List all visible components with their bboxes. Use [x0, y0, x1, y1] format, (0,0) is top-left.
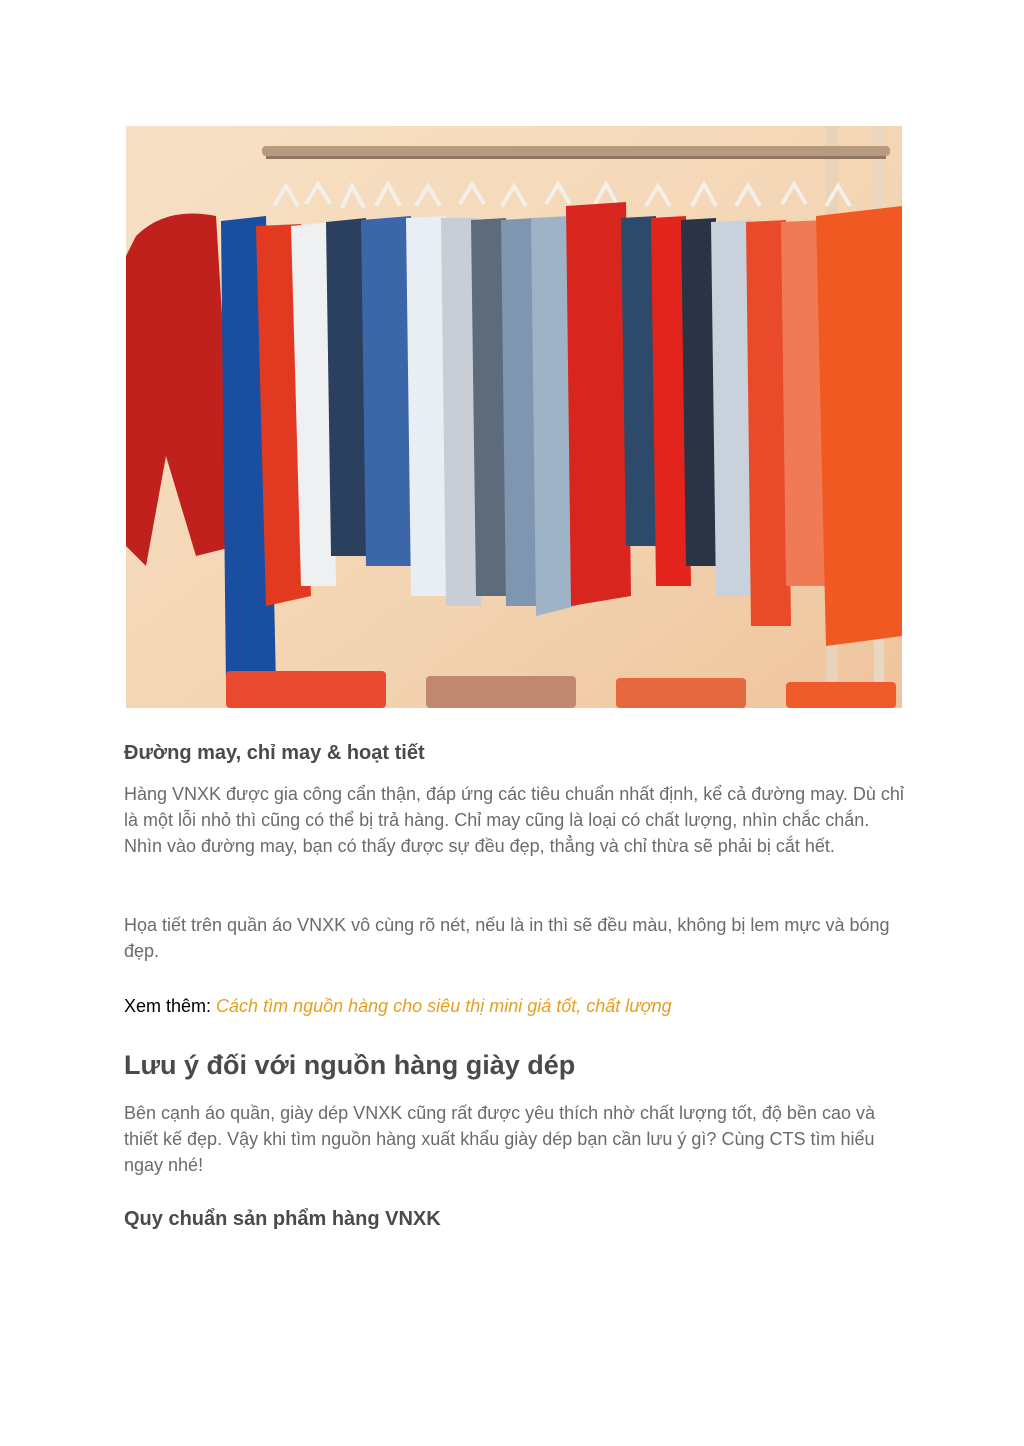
see-also-link[interactable]: Cách tìm nguồn hàng cho siêu thị mini giá tốt, chất lượng: [216, 996, 672, 1016]
section-heading-footwear: Lưu ý đối với nguồn hàng giày dép: [124, 1050, 576, 1080]
paragraph-stitching: Hàng VNXK được gia công cẩn thận, đáp ứng các tiêu chuẩn nhất định, kể cả đường may. Dù chỉ là một lỗi nhỏ thì cũng có thể bị trả hàng. Chỉ may cũng là loại có chất lượng, nhìn chắc chắn. Nhìn vào đường may, bạn có thấy được sự đều đẹp, thẳng và chỉ thừa sẽ phải bị cắt hết.: [124, 784, 904, 856]
clothing-rack-image: [126, 126, 902, 708]
see-also-label: Xem thêm:: [124, 996, 212, 1016]
section-heading-standards: Quy chuẩn sản phẩm hàng VNXK: [124, 1208, 441, 1230]
paragraph-patterns: Họa tiết trên quần áo VNXK vô cùng rõ nét, nếu là in thì sẽ đều màu, không bị lem mực và bóng đẹp.: [124, 915, 890, 961]
section-heading-stitching: Đường may, chỉ may & hoạt tiết: [124, 742, 425, 764]
see-also-line: [124, 993, 672, 1019]
paragraph-footwear: Bên cạnh áo quần, giày dép VNXK cũng rất được yêu thích nhờ chất lượng tốt, độ bền cao và thiết kế đẹp. Vậy khi tìm nguồn hàng xuất khẩu giày dép bạn cần lưu ý gì? Cùng CTS tìm hiểu ngay nhé!: [124, 1103, 875, 1175]
clothing-rack-illustration: [126, 126, 902, 708]
